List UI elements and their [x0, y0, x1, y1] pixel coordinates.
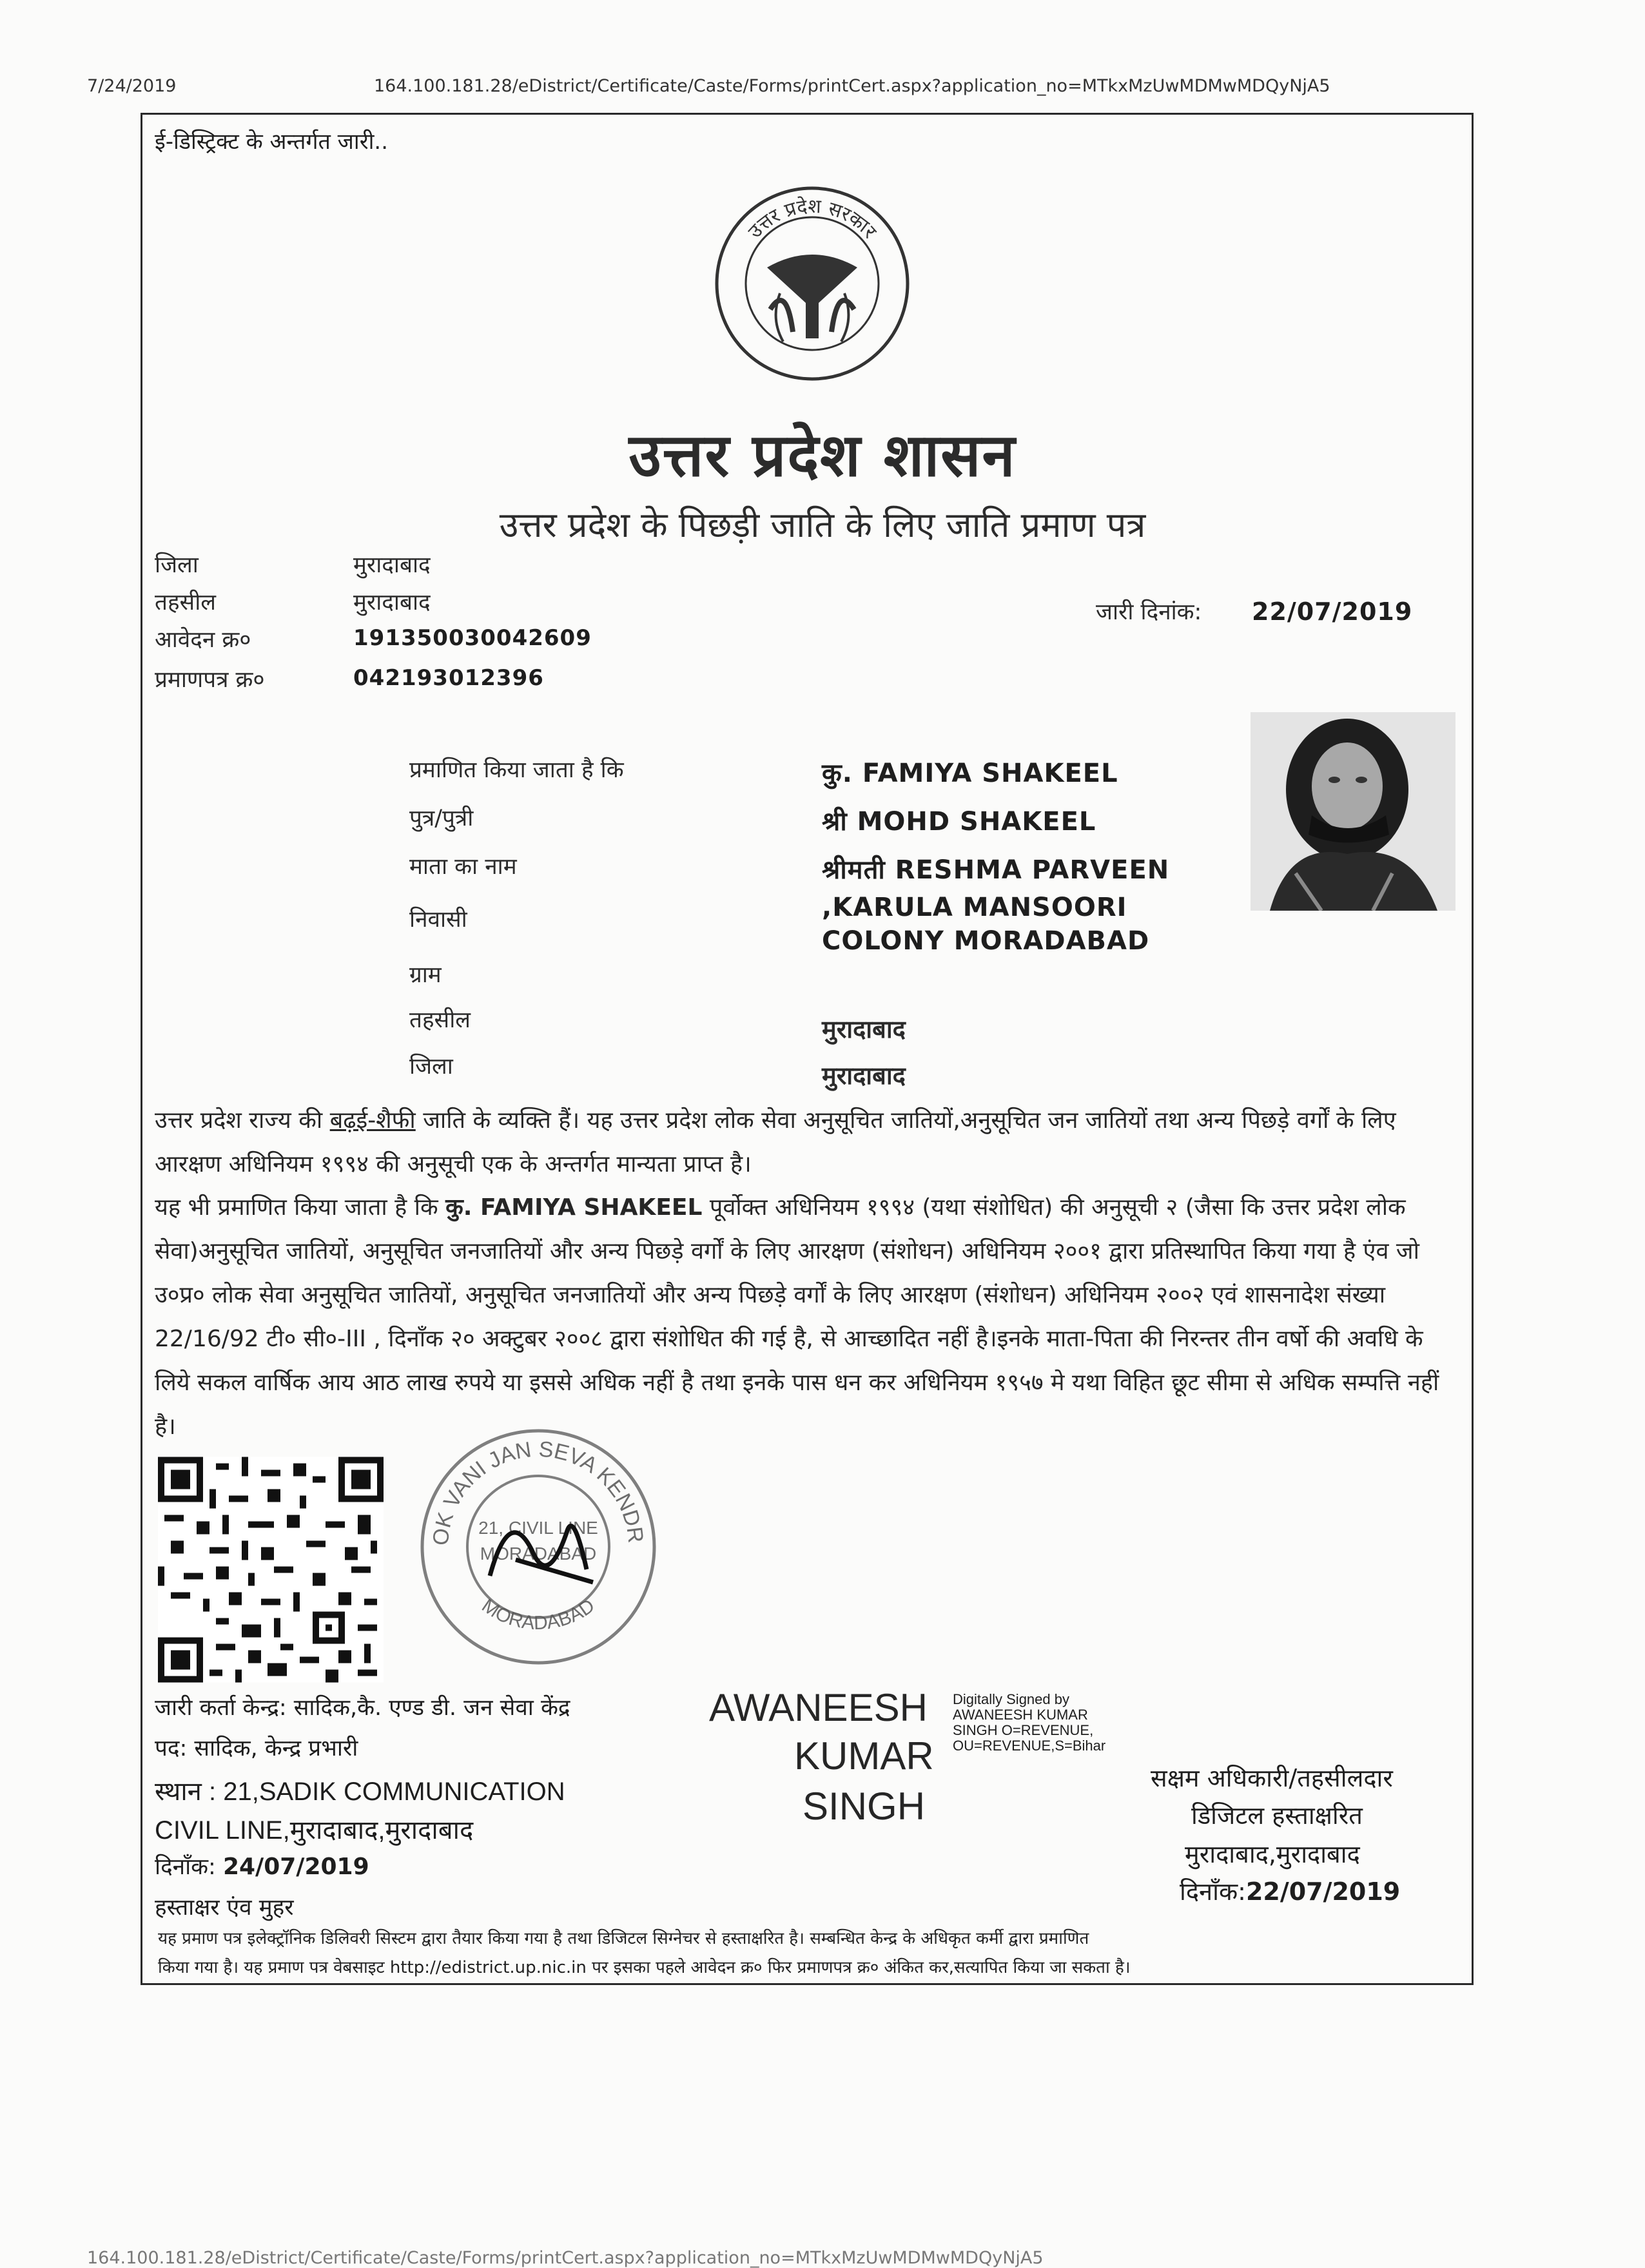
stamp-inner-text-1: 21, CIVIL LINE: [478, 1518, 598, 1538]
issuer-designation: पद: सादिक, केन्द्र प्रभारी: [155, 1736, 358, 1761]
issue-date-label: जारी दिनांक:: [1096, 599, 1202, 625]
issuer-place-line-2: CIVIL LINE,मुरादाबाद,मुरादाबाद: [155, 1816, 474, 1845]
svg-text:MORADABAD: [478, 1595, 598, 1634]
footnote-line-1: यह प्रमाण पत्र इलेक्ट्रॉनिक डिलिवरी सिस्टम द्वारा तैयार किया गया है तथा डिजिटल सिग्नेचर से हस्ताक्षरित है। सम्बन्धित केन्द्र के अधिकृत कर्मी द्वारा प्रमाणित: [158, 1929, 1089, 1948]
digital-signer-name-1: AWANEESH: [709, 1686, 928, 1729]
resident-address-line-1: ,KARULA MANSOORI: [822, 893, 1127, 922]
issuer-signature-note: हस्ताक्षर एंव मुहर: [155, 1895, 294, 1921]
stamp-outer-text: OK VANI JAN SEVA KENDR: [428, 1437, 648, 1547]
authority-date: दिनाँक:22/07/2019: [1180, 1877, 1401, 1906]
emblem-text: उत्तर प्रदेश सरकार: [743, 195, 881, 243]
meta-tehsil-label: तहसील: [155, 590, 216, 615]
child-of-label: पुत्र/पुत्री: [409, 806, 474, 831]
issuer-place-line-1: स्थान : 21,SADIK COMMUNICATION: [155, 1778, 565, 1806]
details-tehsil-value: मुरादाबाद: [822, 1015, 906, 1043]
candidate-photo: [1251, 712, 1455, 911]
stamp-inner-text-2: MORADABAD: [480, 1544, 597, 1564]
resident-address-line-2: COLONY MORADABAD: [822, 926, 1150, 956]
certificate-title: उत्तर प्रदेश शासन: [628, 421, 1017, 490]
issue-date-value: 22/07/2019: [1252, 597, 1413, 626]
digital-signer-name-2: KUMAR: [794, 1734, 934, 1778]
qr-code: [158, 1455, 384, 1684]
meta-tehsil-value: मुरादाबाद: [353, 590, 431, 615]
meta-district-value: मुरादाबाद: [353, 552, 431, 578]
mother-label: माता का नाम: [409, 854, 517, 880]
issued-under-note: ई-डिस्ट्रिक्ट के अन्तर्गत जारी..: [155, 129, 389, 155]
certificate-subtitle: उत्तर प्रदेश के पिछड़ी जाति के लिए जाति प्रमाण पत्र: [499, 505, 1146, 545]
meta-certificate-label: प्रमाणपत्र क्र०: [155, 667, 265, 693]
meta-district-label: जिला: [155, 552, 199, 578]
authority-digitally-signed: डिजिटल हस्ताक्षरित: [1191, 1801, 1363, 1830]
declaration-paragraph: यह भी प्रमाणित किया जाता है कि कु. FAMIYA SHAKEEL पूर्वोक्त अधिनियम १९९४ (यथा संशोधित) की अनुसूची २ (जैसा कि उत्तर प्रदेश लोक सेवा)अनुसूचित जातियों, अनुसूचित जनजातियों और अन्य पिछड़े वर्गों के लिए आरक्षण (संशोधन) अधिनियम २००१ द्वारा प्रतिस्थापित किया गया है एंव जो उ०प्र० लोक सेवा अनुसूचित जातियों, अनुसूचित जनजातियों और अन्य पिछड़े वर्गों के लिए आरक्षण (संशोधन) अधिनियम २००२ एवं शासनादेश संख्या 22/16/92 टी० सी०-III , दिनाँक २० अक्टुबर २००८ द्वारा संशोधित की गई है, से आच्छादित नहीं है।इनके माता-पिता की निरन्तर तीन वर्षो की अवधि के लिये सकल वार्षिक आय आठ लाख रुपये या इससे अधिक नहीं है तथा इनके पास धन कर अधिनियम १९५७ मे यथा विहित छूट सीमा से अधिक सम्पत्ति नहीं है।: [155, 1194, 1439, 1440]
caste-paragraph: उत्तर प्रदेश राज्य की बढ़ई-शैफी जाति के व्यक्ति हैं। यह उत्तर प्रदेश लोक सेवा अनुसूचित जातियों,अनुसूचित जन जातियों तथा अन्य पिछड़े वर्गों के लिए आरक्षण अधिनियम १९९४ की अनुसूची एक के अन्तर्गत मान्यता प्राप्त है।: [155, 1107, 1396, 1178]
authority-place: मुरादाबाद,मुरादाबाद: [1185, 1840, 1360, 1868]
details-tehsil-label: तहसील: [409, 1007, 471, 1033]
issuer-date: दिनाँक: 24/07/2019: [155, 1854, 369, 1880]
certificate-number: 042193012396: [353, 665, 544, 691]
declaration-candidate-name: कु. FAMIYA SHAKEEL: [445, 1194, 703, 1221]
details-district-label: जिला: [409, 1054, 453, 1080]
mother-name: श्रीमती RESHMA PARVEEN: [822, 855, 1170, 885]
up-government-emblem: [696, 171, 928, 386]
father-name: श्री MOHD SHAKEEL: [822, 807, 1096, 837]
stamp-bottom-text: MORADABAD: [478, 1594, 599, 1634]
issuing-center: जारी कर्ता केन्द्र: सादिक,कै. एण्ड डी. जन सेवा केंद्र: [155, 1695, 570, 1721]
resident-label: निवासी: [409, 907, 467, 933]
digital-signature-info: Digitally Signed by AWANEESH KUMAR SINGH O=REVENUE, OU=REVENUE,S=Bihar: [953, 1691, 1106, 1754]
print-date: 7/24/2019: [87, 76, 177, 96]
print-footer-url: 164.100.181.28/eDistrict/Certificate/Caste/Forms/printCert.aspx?application_no=MTkxMzUwMDMwMDQyNjA5: [87, 2248, 1044, 2268]
candidate-name: कु. FAMIYA SHAKEEL: [822, 759, 1118, 788]
footnote-line-2: किया गया है। यह प्रमाण पत्र वेबसाइट http://edistrict.up.nic.in पर इसका पहले आवेदन क्र० फिर प्रमाणपत्र क्र० अंकित कर,सत्यापित किया जा सकता है।: [158, 1958, 1131, 1977]
caste-name: बढ़ई-शैफी: [329, 1107, 416, 1134]
print-url: 164.100.181.28/eDistrict/Certificate/Caste/Forms/printCert.aspx?application_no=MTkxMzUwMDMwMDQyNjA5: [374, 76, 1330, 96]
digital-signer-name-3: SINGH: [803, 1785, 926, 1828]
meta-application-label: आवेदन क्र०: [155, 627, 251, 653]
authority-title: सक्षम अधिकारी/तहसीलदार: [1151, 1764, 1393, 1792]
seal-stamp: [413, 1421, 664, 1675]
application-number: 191350030042609: [353, 625, 592, 651]
details-district-value: मुरादाबाद: [822, 1061, 906, 1090]
certify-label: प्रमाणित किया जाता है कि: [409, 757, 624, 783]
village-label: ग्राम: [409, 962, 442, 988]
